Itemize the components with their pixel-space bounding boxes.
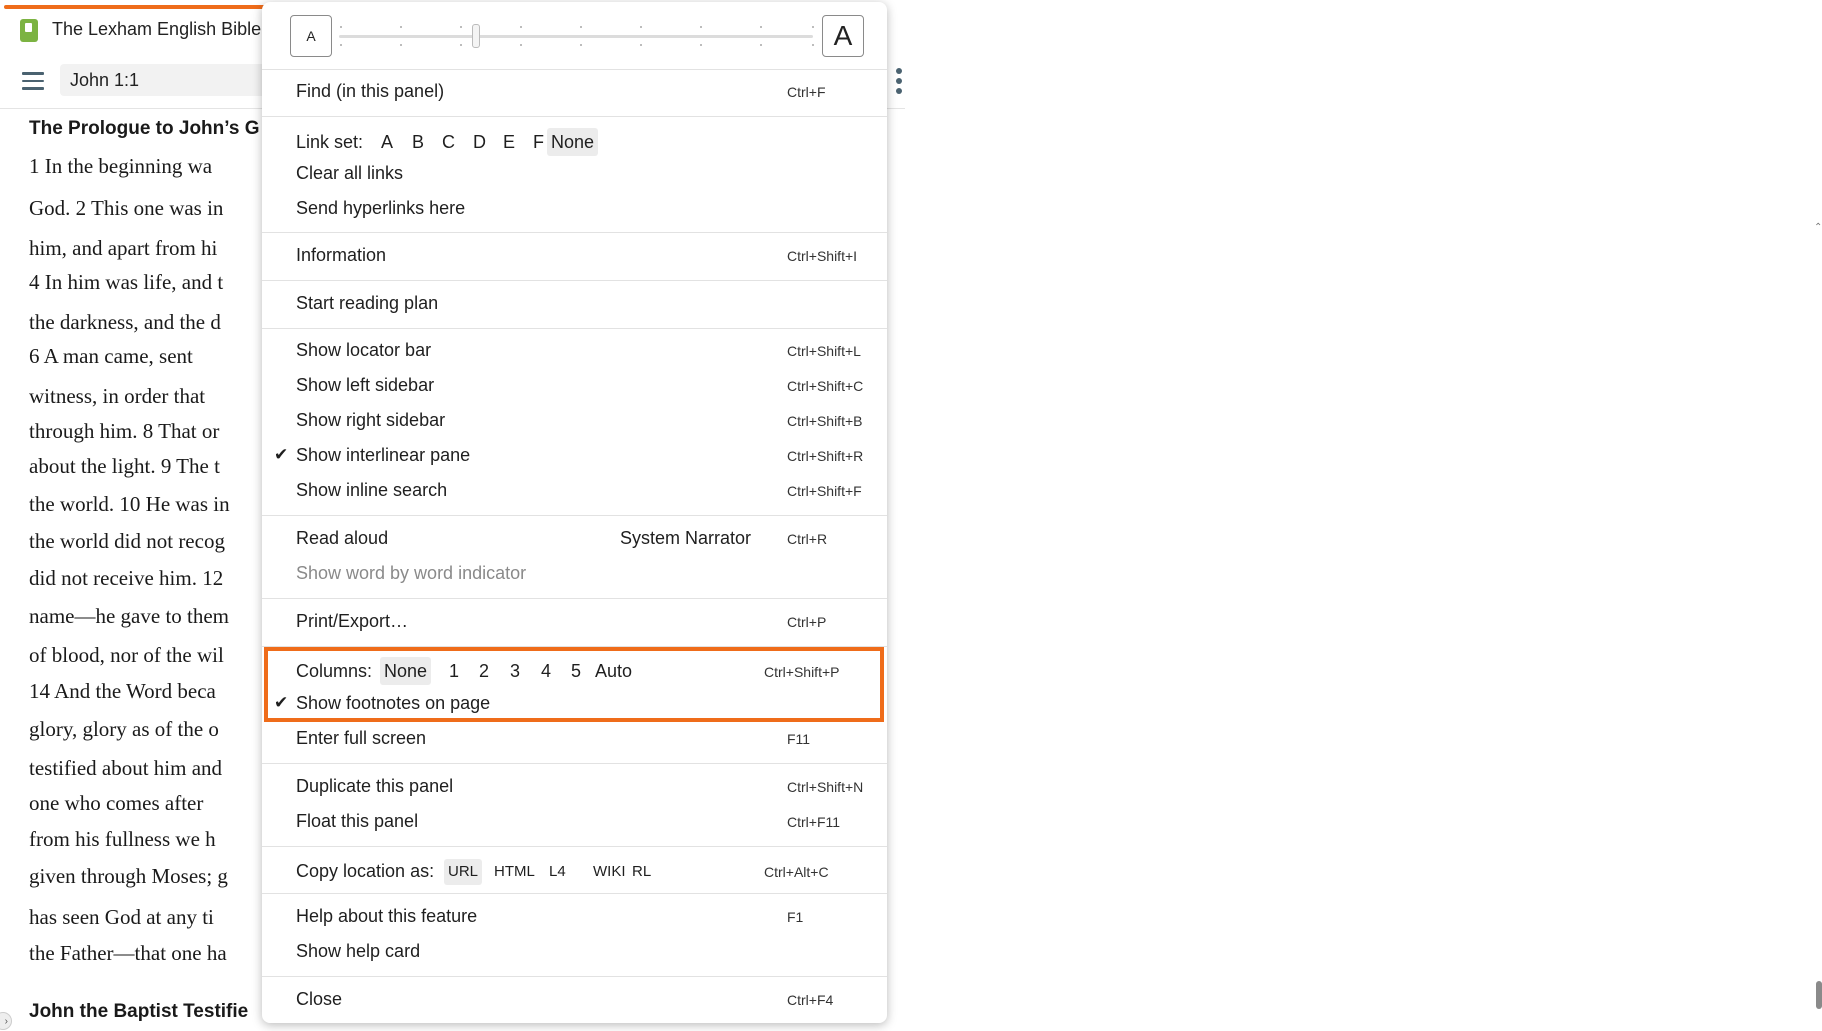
- lexham-bible-logo-icon: [20, 19, 38, 42]
- linkset-option-e[interactable]: E: [503, 132, 516, 152]
- decrease-font-size-button[interactable]: A: [290, 15, 332, 57]
- menu-item-float-panel[interactable]: Float this panel Ctrl+F11: [296, 811, 841, 831]
- menu-item-show-right-sidebar[interactable]: Show right sidebar Ctrl+Shift+B: [296, 410, 863, 430]
- checkmark-icon: ✔: [274, 693, 289, 712]
- menu-item-show-interlinear-pane[interactable]: ✔ Show interlinear pane Ctrl+Shift+R: [274, 445, 864, 465]
- section-heading: The Prologue to John’s G: [29, 118, 260, 139]
- linkset-option-b[interactable]: B: [412, 132, 425, 152]
- columns-option-2[interactable]: 2: [479, 661, 490, 681]
- menu-item-send-hyperlinks[interactable]: Send hyperlinks here: [296, 198, 466, 218]
- slider-tick: [700, 26, 702, 28]
- verse-line: of blood, nor of the wil: [29, 643, 224, 667]
- verse-line: testified about him and: [29, 756, 223, 780]
- menu-item-show-left-sidebar[interactable]: Show left sidebar Ctrl+Shift+C: [296, 375, 864, 395]
- verse-line: about the light. 9 The t: [29, 454, 220, 478]
- section-heading: John the Baptist Testifie: [29, 1001, 249, 1022]
- slider-tick: [812, 26, 814, 28]
- menu-item-show-inline-search[interactable]: Show inline search Ctrl+Shift+F: [296, 480, 862, 500]
- verse-line: the world did not recog: [29, 529, 225, 553]
- linkset-option-a[interactable]: A: [381, 132, 394, 152]
- copy-option-rl[interactable]: RL: [632, 863, 652, 880]
- menu-item-full-screen[interactable]: Enter full screen F11: [296, 728, 811, 748]
- menu-item-word-indicator: Show word by word indicator: [296, 563, 527, 583]
- menu-item-print-export[interactable]: Print/Export… Ctrl+P: [296, 611, 827, 631]
- menu-item-columns: Columns: None 1 2 3 4 5 Auto Ctrl+Shift+P: [262, 656, 887, 688]
- slider-tick: [340, 44, 342, 46]
- verse-line: the world. 10 He was in: [29, 492, 230, 516]
- verse-line: 4 In him was life, and t: [29, 270, 224, 294]
- verse-line: God. 2 This one was in: [29, 196, 224, 220]
- slider-tick: [460, 26, 462, 28]
- slider-tick: [760, 44, 762, 46]
- font-size-slider[interactable]: [339, 35, 813, 38]
- menu-item-link-set: Link set: A B C D E F None: [262, 127, 887, 159]
- slider-tick: [700, 44, 702, 46]
- active-tab-indicator: [4, 5, 274, 9]
- verse-line: name—he gave to them: [29, 604, 230, 628]
- slider-tick: [640, 26, 642, 28]
- menu-hamburger-icon[interactable]: [22, 72, 44, 90]
- checkmark-icon: ✔: [274, 445, 289, 464]
- verse-line: 1 In the beginning wa: [29, 154, 213, 178]
- menu-item-show-locator-bar[interactable]: Show locator bar Ctrl+Shift+L: [296, 340, 861, 360]
- verse-line: 14 And the Word beca: [29, 679, 216, 703]
- menu-item-copy-location: Copy location as: URL HTML L4 WIKI RL Ctrl+Alt+C: [262, 856, 887, 888]
- verse-line: from his fullness we h: [29, 827, 216, 851]
- slider-tick: [760, 26, 762, 28]
- columns-option-none[interactable]: None: [380, 657, 431, 685]
- verse-line: the Father—that one ha: [29, 941, 227, 965]
- slider-tick: [812, 44, 814, 46]
- linkset-option-none[interactable]: None: [547, 128, 598, 156]
- slider-tick: [640, 44, 642, 46]
- menu-item-duplicate-panel[interactable]: Duplicate this panel Ctrl+Shift+N: [296, 776, 864, 796]
- reference-locator-input[interactable]: John 1:1: [60, 64, 290, 96]
- verse-line: witness, in order that: [29, 384, 206, 408]
- scroll-up-icon[interactable]: ⌃: [1814, 222, 1822, 233]
- increase-font-size-button[interactable]: A: [822, 15, 864, 57]
- columns-option-1[interactable]: 1: [449, 661, 460, 681]
- menu-item-start-reading-plan[interactable]: Start reading plan: [296, 293, 439, 313]
- panel-context-menu: [262, 2, 887, 1023]
- columns-option-auto[interactable]: Auto: [595, 661, 633, 681]
- verse-line: the darkness, and the d: [29, 310, 221, 334]
- read-aloud-voice[interactable]: System Narrator: [620, 528, 752, 548]
- copy-option-wiki[interactable]: WIKI: [593, 863, 626, 880]
- slider-tick: [520, 44, 522, 46]
- menu-item-close[interactable]: Close Ctrl+F4: [296, 989, 834, 1009]
- menu-item-read-aloud[interactable]: Read aloud System Narrator Ctrl+R: [296, 528, 828, 548]
- slider-tick: [340, 26, 342, 28]
- menu-item-find[interactable]: Find (in this panel) Ctrl+F: [296, 81, 826, 101]
- slider-tick: [400, 44, 402, 46]
- copy-option-l4[interactable]: L4: [549, 863, 566, 880]
- copy-option-url[interactable]: URL: [444, 859, 482, 885]
- linkset-option-d[interactable]: D: [473, 132, 486, 152]
- verse-line: through him. 8 That or: [29, 419, 220, 443]
- linkset-option-c[interactable]: C: [442, 132, 455, 152]
- menu-item-show-footnotes[interactable]: ✔ Show footnotes on page: [274, 693, 491, 713]
- slider-tick: [460, 44, 462, 46]
- slider-tick: [520, 26, 522, 28]
- columns-option-3[interactable]: 3: [510, 661, 521, 681]
- menu-item-help-feature[interactable]: Help about this feature F1: [296, 906, 804, 926]
- linkset-option-f[interactable]: F: [533, 132, 544, 152]
- slider-tick: [580, 44, 582, 46]
- tab-title[interactable]: The Lexham English Bible: [52, 19, 262, 39]
- verse-line: given through Moses; g: [29, 864, 228, 888]
- slider-tick: [400, 26, 402, 28]
- copy-option-html[interactable]: HTML: [494, 863, 535, 880]
- verse-line: did not receive him. 12: [29, 566, 224, 590]
- verse-line: one who comes after: [29, 791, 204, 815]
- verse-line: 6 A man came, sent: [29, 344, 193, 368]
- columns-option-4[interactable]: 4: [541, 661, 552, 681]
- columns-option-5[interactable]: 5: [571, 661, 582, 681]
- font-size-slider-thumb[interactable]: [472, 24, 480, 48]
- scrollbar-thumb[interactable]: [1816, 981, 1822, 1009]
- menu-item-help-card[interactable]: Show help card: [296, 941, 421, 961]
- verse-line: glory, glory as of the o: [29, 717, 219, 741]
- menu-item-clear-links[interactable]: Clear all links: [296, 163, 404, 183]
- verse-line: has seen God at any ti: [29, 905, 214, 929]
- scrollbar[interactable]: [905, 108, 1822, 1031]
- verse-line: him, and apart from hi: [29, 236, 218, 260]
- slider-tick: [580, 26, 582, 28]
- panel-menu-icon[interactable]: [896, 68, 904, 96]
- expand-left-sidebar-icon[interactable]: ›: [0, 1012, 12, 1030]
- menu-item-information[interactable]: Information Ctrl+Shift+I: [296, 245, 858, 265]
